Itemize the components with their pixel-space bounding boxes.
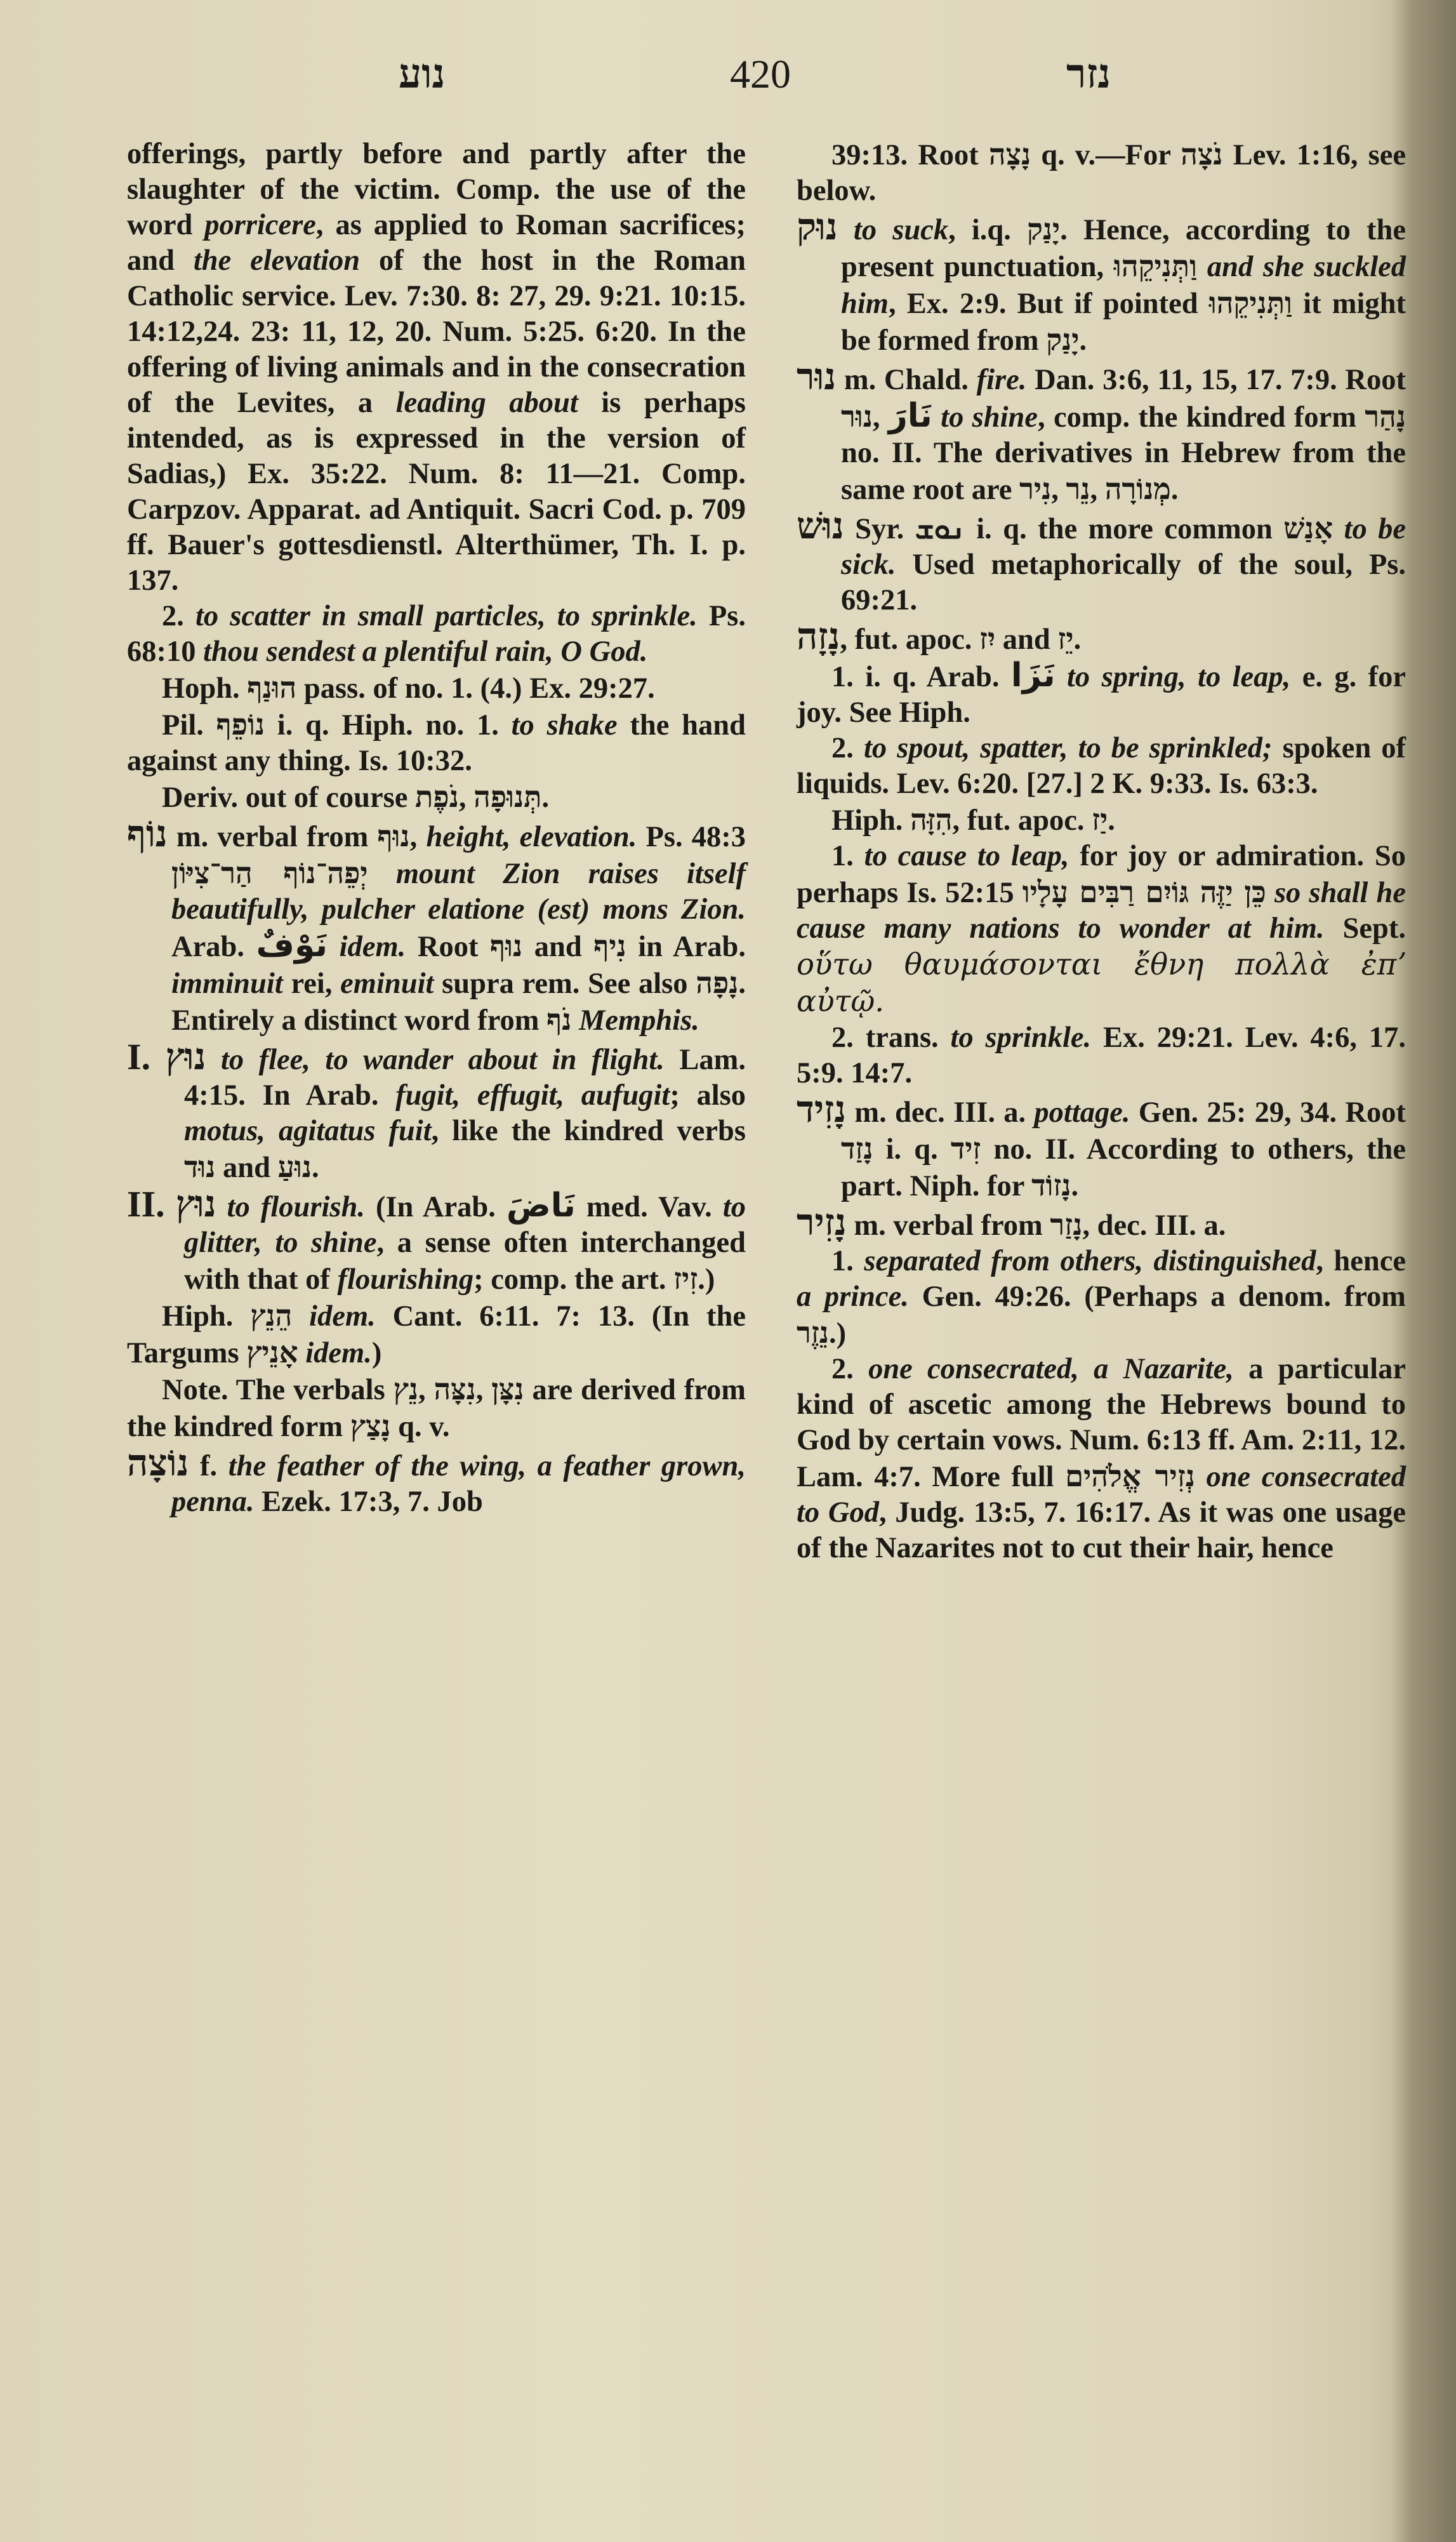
entry-nuq xyxy=(797,205,1406,359)
italic-text: and she suckled him xyxy=(841,251,1406,320)
text: it might be formed from xyxy=(841,288,1406,357)
text: and xyxy=(995,623,1058,656)
hophal-form xyxy=(127,670,746,707)
text: Used metaphorically of the soul, Ps. 69:21. xyxy=(841,549,1406,616)
text: and xyxy=(215,1152,278,1184)
text: ) xyxy=(371,1337,382,1369)
hebrew-word: נָצַץ xyxy=(350,1408,391,1443)
hebrew-word: וַתְּנִיקֵהוּ xyxy=(1208,285,1292,320)
hebrew-word: נָזוֹד xyxy=(1031,1168,1071,1202)
italic-text: motus, agitatus fuit xyxy=(184,1115,432,1147)
italic-text: one consecrated to God xyxy=(797,1461,1406,1529)
text: no. II. According to others, the part. Niph. for xyxy=(841,1133,1406,1202)
entry-notsah xyxy=(127,1441,746,1520)
headword: נוֹף xyxy=(127,812,168,855)
hebrew-phrase: כֵּן יַזֶּה גּוֹיִם רַבִּים עָלָיו xyxy=(1022,874,1266,909)
italic-text: to shine xyxy=(941,401,1038,434)
text: e. g. for joy. See Hiph. xyxy=(797,661,1406,729)
text: i. q. Hiph. no. 1. xyxy=(265,709,512,742)
hebrew-word: נָצָה xyxy=(988,136,1031,171)
hebrew-word: הֵנֵץ xyxy=(250,1298,293,1333)
text: . xyxy=(541,782,550,814)
text: 2. trans. xyxy=(831,1021,951,1054)
entry-nazid xyxy=(797,1088,1406,1204)
hebrew-word: נֹף xyxy=(546,1002,572,1037)
text: , dec. III. a. xyxy=(1082,1209,1226,1242)
page-number: 420 xyxy=(730,51,791,96)
text: , xyxy=(872,401,889,434)
text xyxy=(216,1191,227,1223)
text: Ex. 29:21. Lev. 4:6, 17. 5:9. 14:7. xyxy=(797,1021,1406,1089)
text: i. q. the more common xyxy=(965,513,1284,545)
italic-text: idem. xyxy=(309,1300,376,1333)
italic-text: idem. xyxy=(305,1337,372,1369)
text: , xyxy=(418,1374,434,1406)
text: 1. xyxy=(831,1245,864,1277)
text: no. II. The derivatives in Hebrew from the same root are xyxy=(841,437,1406,506)
text: m. verbal from xyxy=(846,1209,1050,1242)
headword: נוּץ xyxy=(165,1035,206,1078)
hebrew-phrase: יְפֵה־נוֹף הַר־צִיּוֹן xyxy=(171,855,368,890)
syriac-word: ܢܘܫ xyxy=(915,510,965,545)
text xyxy=(298,1337,306,1369)
text: Note. The verbals xyxy=(162,1374,394,1406)
headword: נָזִיר xyxy=(797,1201,847,1244)
arabic-word: نَاضَ xyxy=(506,1187,576,1225)
text: in Arab. xyxy=(626,931,746,963)
italic-text: so shall he cause many nations to wonder at him. xyxy=(797,877,1406,945)
text: Ezek. 17:3, 7. Job xyxy=(254,1486,483,1518)
guide-word-right: נזר xyxy=(1066,51,1111,96)
text: m. dec. III. a. xyxy=(846,1096,1035,1129)
hebrew-word: מְנוֹרָה xyxy=(1104,471,1171,506)
text: is perhaps intended, as is expressed in the version of Sadias,) Ex. 35:22. Num. 8: 11—21. Comp. Carpzov. Apparat. ad Antiquit. Sacri Cod. p. 709 ff. Bauer's gottesdienstl. Alterthümer, Th. I. p. 137. xyxy=(127,387,746,597)
hebrew-word: נִצָּן xyxy=(491,1371,524,1406)
hebrew-word: אָנַשׁ xyxy=(1283,510,1334,545)
text: Pil. xyxy=(162,709,216,742)
text: q. v. xyxy=(390,1411,450,1443)
headword: נוֹצָה xyxy=(127,1441,189,1484)
hebrew-word: נוּף xyxy=(377,818,410,853)
hebrew-word: יַז xyxy=(1092,802,1108,837)
hebrew-word: נוּעַ xyxy=(277,1149,312,1184)
hebrew-word: נוּד xyxy=(184,1149,216,1184)
italic-text: the feather of the wing, a feather grown, penna. xyxy=(171,1450,746,1518)
text: pass. of no. 1. (4.) Ex. 29:27. xyxy=(296,672,655,705)
italic-text: Memphis. xyxy=(578,1004,699,1037)
text: Ps. 48:3 xyxy=(637,821,746,853)
text: i. q. xyxy=(873,1133,951,1166)
text: . xyxy=(1079,324,1087,357)
text: .) xyxy=(828,1317,847,1350)
entry-continuation-offerings xyxy=(127,136,746,599)
headword: נוּשׁ xyxy=(797,504,844,547)
text: , hence xyxy=(1316,1245,1406,1277)
text: , fut. apoc. xyxy=(840,623,979,656)
hiphil-sense-2 xyxy=(797,1020,1406,1091)
italic-text: mount Zion raises itself beautifully, pulcher elatione (est) mons Zion. xyxy=(171,858,746,926)
italic-text: to glitter, to shine xyxy=(184,1191,746,1259)
left-column xyxy=(127,136,746,1520)
hebrew-word: זִיד xyxy=(950,1131,981,1166)
italic-text: porricere xyxy=(204,209,316,241)
hiphil-form xyxy=(127,1298,746,1371)
text: Sept. xyxy=(1324,912,1406,945)
italic-text: to flee, to wander about in flight. xyxy=(220,1044,665,1076)
text: offerings, partly before and partly after the slaughter of the victim. Comp. the use of the word xyxy=(127,138,746,241)
italic-text: pottage. xyxy=(1034,1096,1130,1129)
verbals-note xyxy=(127,1371,746,1445)
italic-text: to spout, spatter, to be sprinkled; xyxy=(863,732,1273,764)
nazir-sense-2 xyxy=(797,1352,1406,1566)
homonym-number: II. xyxy=(127,1183,165,1225)
hebrew-word: נִיף xyxy=(593,928,626,963)
italic-text: one consecrated, a Nazarite, xyxy=(868,1353,1234,1385)
arabic-word: نَزَا xyxy=(1010,656,1056,695)
hebrew-word: תְּנוּפָה xyxy=(473,779,542,814)
greek-phrase: οὕτω θαυμάσονται ἔθνη πολλὰ ἐπʼ αὐτῷ. xyxy=(797,947,1406,1018)
hebrew-word: יִז xyxy=(979,621,996,656)
text xyxy=(1056,661,1067,693)
italic-text: thou sendest a plentiful rain, O God. xyxy=(203,636,648,668)
text: are derived from the kindred form xyxy=(127,1374,746,1443)
entry-nazah xyxy=(797,615,1406,658)
text: , xyxy=(458,782,474,814)
hebrew-word: יָנַק xyxy=(1027,211,1061,246)
italic-text: to suck xyxy=(853,214,949,246)
text xyxy=(932,401,941,434)
text xyxy=(368,858,396,890)
text: , xyxy=(409,821,427,853)
entry-nof xyxy=(127,812,746,1039)
hebrew-word: הוּנַף xyxy=(247,670,297,705)
sense-2-scatter xyxy=(127,599,746,670)
italic-text: idem. xyxy=(339,931,406,963)
text: , Ex. 2:9. But if pointed xyxy=(888,288,1209,320)
running-header xyxy=(0,51,1456,102)
text: 1. i. q. Arab. xyxy=(831,661,1011,693)
hebrew-word: נָהַר xyxy=(1365,399,1406,434)
hebrew-word: זִיז xyxy=(673,1261,698,1296)
text xyxy=(1333,513,1344,545)
arabic-word: نَارَ xyxy=(888,397,932,435)
hebrew-word: נָפָה xyxy=(696,965,739,1000)
text: Cant. 6:11. 7: 13. (In the Targums xyxy=(127,1300,746,1369)
text: m. verbal from xyxy=(167,821,378,853)
text: , like the kindred verbs xyxy=(431,1115,746,1147)
hebrew-word: נֹצָה xyxy=(1181,136,1223,171)
text: Ps. 68:10 xyxy=(127,600,746,668)
text: , fut. apoc. xyxy=(952,804,1092,837)
text: . xyxy=(1071,1170,1079,1202)
italic-text: eminuit xyxy=(340,968,434,1000)
italic-text: to sprinkle. xyxy=(950,1021,1092,1054)
hebrew-word: נוּר xyxy=(841,399,873,434)
text xyxy=(328,931,340,963)
text xyxy=(206,1044,220,1076)
text: Hoph. xyxy=(162,672,248,705)
pilel-form xyxy=(127,707,746,779)
sense-1-spring xyxy=(797,658,1406,731)
hebrew-word: יֵז xyxy=(1057,621,1074,656)
hebrew-phrase: נְזִיר אֱלֹהִים xyxy=(1065,1458,1195,1493)
text: m. Chald. xyxy=(836,364,977,396)
text: the hand against any thing. Is. 10:32. xyxy=(127,709,746,777)
text: Lev. 1:16, see below. xyxy=(797,139,1406,207)
italic-text: imminuit xyxy=(171,968,283,1000)
text: , Judg. 13:5, 7. 16:17. As it was one usage of the Nazarites not to cut their hair, hence xyxy=(797,1496,1406,1564)
text: 2. xyxy=(831,1353,869,1385)
text: , i.q. xyxy=(948,214,1028,246)
hebrew-word: נוּף xyxy=(490,928,523,963)
text: ; comp. the art. xyxy=(473,1263,674,1296)
right-column xyxy=(797,136,1406,1566)
text: Syr. xyxy=(844,513,915,545)
text: . Entirely a distinct word from xyxy=(171,968,746,1037)
text: . xyxy=(311,1152,319,1184)
hebrew-word: נֵץ xyxy=(393,1371,418,1406)
hebrew-word: נֹפֶת xyxy=(415,779,459,814)
text: of the host in the Roman Catholic service. Lev. 7:30. 8: 27, 29. 9:21. 10:15. 14:12,24. 23: 11, 12, 20. Num. 5:25. 6:20. In the offering of living animals and in the consecration of the Levites, a xyxy=(127,244,746,419)
entry-nur xyxy=(797,355,1406,508)
text: Lam. 4:15. In Arab. xyxy=(184,1044,746,1112)
entry-nush xyxy=(797,504,1406,618)
headword: נָזִיד xyxy=(797,1088,847,1131)
text: Gen. 49:26. (Perhaps a denom. from xyxy=(908,1281,1406,1313)
text xyxy=(571,1004,579,1037)
homonym-number: I. xyxy=(127,1036,151,1077)
text: 2. xyxy=(831,732,864,764)
hiphil-hizzah xyxy=(797,802,1406,839)
text: (In Arab. xyxy=(364,1191,506,1223)
text: 39:13. Root xyxy=(831,139,989,171)
text: , a sense often interchanged with that of xyxy=(184,1227,746,1296)
italic-text: to cause to leap, xyxy=(864,840,1069,872)
text: f. xyxy=(189,1450,228,1482)
headword: נָזָה xyxy=(797,615,840,658)
text: ; also xyxy=(670,1079,746,1112)
hebrew-word: נִיר xyxy=(1019,471,1052,506)
text: . Hence, according to the present punctuation, xyxy=(841,214,1406,283)
hebrew-word: יָנַק xyxy=(1046,322,1080,357)
headword: נוּר xyxy=(797,355,837,398)
text: , xyxy=(475,1374,492,1406)
text: for joy or admiration. So perhaps Is. 52:15 xyxy=(797,840,1406,909)
hebrew-word: נָזַר xyxy=(1050,1207,1083,1242)
italic-text: to flourish. xyxy=(227,1191,365,1223)
text: Hiph. xyxy=(162,1300,251,1333)
arabic-word: نَوْفٌ xyxy=(256,926,328,964)
text: supra rem. See also xyxy=(433,968,696,1000)
text xyxy=(1266,877,1274,909)
hebrew-word: נוֹפֵף xyxy=(216,707,265,742)
text: Dan. 3:6, 11, 15, 17. 7:9. Root xyxy=(1026,364,1406,396)
headword: נוּק xyxy=(797,205,838,248)
hebrew-word: אָנֵיץ xyxy=(246,1334,298,1369)
text: 1. xyxy=(831,840,864,872)
italic-text: to spring, to leap, xyxy=(1067,661,1291,693)
text: . xyxy=(1170,474,1179,506)
text xyxy=(838,214,854,246)
italic-text: fire. xyxy=(976,364,1027,396)
text: .) xyxy=(698,1263,715,1296)
hebrew-word: הִזָּה xyxy=(910,802,953,837)
text: rei, xyxy=(282,968,341,1000)
text: , as applied to Roman sacrifices; and xyxy=(127,209,746,277)
italic-text: to scatter in small particles, to sprinkle. xyxy=(195,600,698,632)
hebrew-word: נִצָּה xyxy=(433,1371,476,1406)
italic-text: flourishing xyxy=(337,1263,474,1296)
text xyxy=(1195,1461,1207,1493)
sense-2-spout xyxy=(797,731,1406,802)
hebrew-word: וַתְּנִיקֵהוּ xyxy=(1113,248,1198,283)
nazir-sense-1 xyxy=(797,1244,1406,1352)
hiphil-sense-1 xyxy=(797,839,1406,1020)
text: Root xyxy=(406,931,491,963)
italic-text: a prince. xyxy=(797,1281,909,1313)
entry-nazir xyxy=(797,1201,1406,1244)
text: Gen. 25: 29, 34. Root xyxy=(1130,1096,1406,1129)
italic-text: the elevation xyxy=(193,244,361,277)
text: , xyxy=(1090,474,1105,506)
italic-text: to be sick. xyxy=(841,513,1406,581)
text: a particular kind of ascetic among the Hebrews bound to God by certain vows. Num. 6:13 ff. Am. 2:11, 12. Lam. 4:7. More full xyxy=(797,1353,1406,1493)
italic-text: to shake xyxy=(511,709,618,742)
derivatives-note xyxy=(127,779,746,816)
text: Arab. xyxy=(171,931,256,963)
italic-text: fugit, effugit, aufugit xyxy=(395,1079,670,1112)
italic-text: height, elevation. xyxy=(426,821,637,853)
text: med. Vav. xyxy=(575,1191,723,1223)
entry-nuts-1 xyxy=(127,1035,746,1186)
text: Deriv. out of course xyxy=(162,782,416,814)
text: . xyxy=(1073,623,1082,656)
text: q. v.—For xyxy=(1031,139,1181,171)
text: , xyxy=(1051,474,1066,506)
guide-word-left: נוע xyxy=(399,51,446,96)
text: , comp. the kindred form xyxy=(1038,401,1365,434)
text: Hiph. xyxy=(831,804,911,837)
text: . xyxy=(1108,804,1115,837)
hebrew-word: נֵזֶר xyxy=(797,1315,829,1350)
italic-text: leading about xyxy=(395,387,578,419)
text: spoken of liquids. Lev. 6:20. [27.] 2 K. 9:33. Is. 63:3. xyxy=(797,732,1406,800)
text: and xyxy=(522,931,594,963)
entry-continuation-notsah xyxy=(797,136,1406,209)
hebrew-word: נָזַד xyxy=(841,1131,873,1166)
entry-nuts-2 xyxy=(127,1182,746,1298)
italic-text: separated from others, distinguished xyxy=(864,1245,1316,1277)
text xyxy=(1197,251,1207,283)
headword: נוּץ xyxy=(175,1182,216,1225)
text xyxy=(292,1300,309,1333)
hebrew-word: נֵר xyxy=(1066,471,1090,506)
text: 2. xyxy=(162,600,195,632)
